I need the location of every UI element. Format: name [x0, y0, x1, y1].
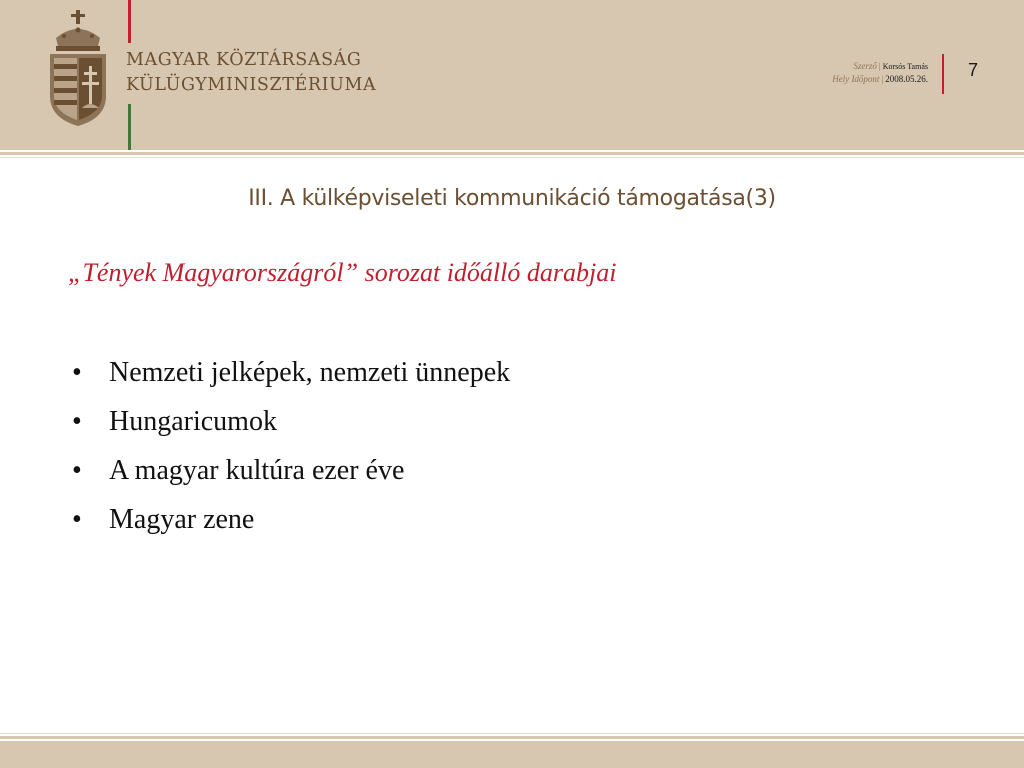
author-value: Korsós Tamás [882, 62, 928, 71]
bullet-icon: • [72, 504, 82, 535]
organization-name [126, 48, 376, 98]
bullet-icon: • [72, 455, 82, 486]
bullet-text: Nemzeti jelképek, nemzeti ünnepek [109, 357, 511, 388]
footer-divider [0, 736, 1024, 739]
slide-meta [832, 60, 928, 86]
date-label: Időpont [851, 74, 880, 84]
bullet-icon: • [72, 357, 82, 388]
bullet-text: Magyar zene [109, 504, 255, 535]
org-name-line2: KÜLÜGYMINISZTÉRIUMA [126, 75, 377, 95]
bullet-text: A magyar kultúra ezer éve [109, 455, 405, 486]
meta-divider [942, 54, 944, 94]
hungarian-coat-of-arms-icon [44, 8, 112, 128]
flag-green-stripe [128, 104, 131, 150]
date-value: 2008.05.26. [885, 74, 928, 84]
slide-title: III. A külképviseleti kommunikáció támogatása(3) [248, 186, 776, 211]
place-label: Hely [832, 74, 850, 84]
header-divider [0, 152, 1024, 155]
footer-band [0, 741, 1024, 768]
page-number: 7 [968, 60, 979, 80]
header-divider-thin [0, 157, 1024, 158]
org-name-line1: MAGYAR KÖZTÁRSASÁG [126, 50, 362, 70]
bullet-text: Hungaricumok [109, 406, 277, 437]
bullet-icon: • [72, 406, 82, 437]
meta-separator: | [878, 61, 881, 71]
meta-separator: | [881, 74, 884, 84]
footer-divider-thin [0, 733, 1024, 734]
flag-red-stripe [128, 0, 131, 43]
slide-subtitle: „Tények Magyarországról” sorozat időálló darabjai [68, 258, 617, 287]
author-label: Szerző [853, 61, 877, 71]
